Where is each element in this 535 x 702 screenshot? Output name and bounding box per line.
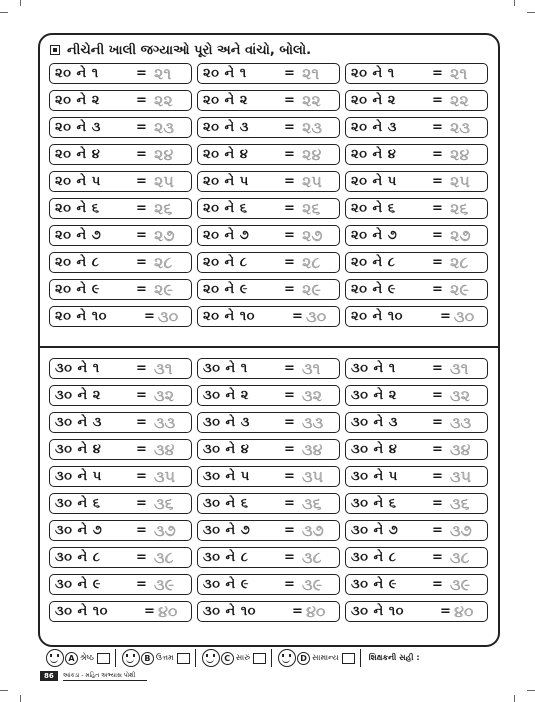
exercise-expression: ૨૦ ને ૧: [203, 66, 247, 81]
equals-sign: =: [432, 415, 443, 430]
exercise-expression: ૨૦ ને ૧: [55, 66, 99, 81]
exercise-expression: ૩૦ ને ૮: [55, 550, 101, 565]
exercise-cell: [197, 63, 340, 84]
exercise-cell: [345, 252, 488, 273]
exercise-expression: ૨૦ ને ૩: [55, 120, 101, 135]
equals-sign: =: [284, 442, 295, 457]
traced-answer[interactable]: ૩૮: [302, 547, 322, 567]
equals-sign: =: [432, 361, 443, 376]
exercise-expression: ૨૦ ને ૫: [351, 174, 397, 189]
traced-answer[interactable]: ૨૪: [302, 144, 322, 164]
traced-answer[interactable]: ૩૩: [154, 412, 176, 432]
exercise-cell: [345, 439, 488, 460]
exercise-cell: [345, 198, 488, 219]
traced-answer[interactable]: ૩૦: [306, 306, 327, 326]
traced-answer[interactable]: ૩૨: [450, 385, 471, 405]
traced-answer[interactable]: ૩૧: [154, 358, 173, 378]
exercise-expression: ૨૦ ને ૯: [351, 282, 396, 297]
exercise-expression: ૩૦ ને ૪: [55, 442, 102, 457]
equals-sign: =: [432, 120, 443, 135]
exercise-expression: ૩૦ ને ૮: [351, 550, 397, 565]
exercise-expression: ૨૦ ને ૭: [203, 228, 250, 243]
equals-sign: =: [432, 442, 443, 457]
exercise-expression: ૩૦ ને ૭: [351, 523, 399, 538]
traced-answer[interactable]: ૩૮: [154, 547, 174, 567]
exercise-expression: ૩૦ ને ૭: [203, 523, 251, 538]
exercise-expression: ૨૦ ને ૫: [203, 174, 249, 189]
exercise-cell: [345, 385, 488, 406]
exercise-expression: ૨૦ ને ૮: [55, 255, 100, 270]
exercise-expression: ૩૦ ને ૧: [203, 361, 248, 376]
traced-answer[interactable]: ૩૩: [450, 412, 472, 432]
exercise-expression: ૩૦ ને ૨: [351, 388, 397, 403]
exercise-expression: ૩૦ ને ૧૦: [351, 604, 404, 619]
grade-letter-c: C: [221, 652, 234, 665]
exercise-cell: [49, 466, 192, 487]
traced-answer[interactable]: ૨૧: [154, 63, 172, 83]
traced-answer[interactable]: ૨૩: [450, 117, 471, 137]
exercise-cell: [197, 252, 340, 273]
exercise-cell: [49, 520, 192, 541]
traced-answer[interactable]: ૩૮: [450, 547, 470, 567]
equals-sign: =: [284, 523, 295, 538]
exercise-expression: ૩૦ ને ૨: [203, 388, 249, 403]
equals-sign: =: [284, 174, 295, 189]
equals-sign: =: [284, 577, 295, 592]
equals-sign: =: [292, 604, 303, 619]
equals-sign: =: [432, 469, 443, 484]
exercise-cell: [345, 547, 488, 568]
exercise-cell: [49, 306, 192, 327]
exercise-cell: [345, 144, 488, 165]
traced-answer[interactable]: ૩૪: [302, 439, 323, 459]
equals-sign: =: [284, 469, 295, 484]
exercise-cell: [197, 385, 340, 406]
equals-sign: =: [284, 496, 295, 511]
exercise-expression: ૨૦ ને ૬: [203, 201, 248, 216]
exercise-cell: [345, 171, 488, 192]
exercise-cell: [197, 601, 340, 622]
traced-answer[interactable]: ૩૨: [154, 385, 175, 405]
equals-sign: =: [136, 120, 147, 135]
traced-answer[interactable]: ૨૫: [154, 171, 174, 191]
crop-mark: [0, 12, 8, 13]
equals-sign: =: [440, 604, 451, 619]
grade-letter-b: B: [141, 652, 154, 665]
exercise-cell: [197, 547, 340, 568]
traced-answer[interactable]: ૨૩: [302, 117, 323, 137]
exercise-expression: ૨૦ ને ૬: [55, 201, 100, 216]
exercise-cell: [197, 171, 340, 192]
footer-separator: [195, 649, 196, 667]
equals-sign: =: [136, 550, 147, 565]
traced-answer[interactable]: ૩૭: [154, 520, 176, 540]
exercise-expression: ૨૦ ને ૪: [351, 147, 397, 162]
exercise-expression: ૩૦ ને ૮: [203, 550, 249, 565]
exercise-cell: [197, 306, 340, 327]
exercise-cell: [197, 439, 340, 460]
equals-sign: =: [136, 228, 147, 243]
equals-sign: =: [136, 469, 147, 484]
exercise-expression: ૩૦ ને ૩: [203, 415, 250, 430]
smiley-face-icon: [122, 649, 140, 667]
exercise-expression: ૨૦ ને ૧૦: [203, 309, 255, 324]
exercise-expression: ૩૦ ને ૬: [55, 496, 101, 511]
equals-sign: =: [432, 523, 443, 538]
equals-sign: =: [432, 174, 443, 189]
traced-answer[interactable]: ૨૭: [450, 225, 471, 245]
exercise-expression: ૨૦ ને ૩: [351, 120, 397, 135]
equals-sign: =: [432, 282, 443, 297]
exercise-expression: ૩૦ ને ૫: [203, 469, 250, 484]
exercise-cell: [345, 601, 488, 622]
equals-sign: =: [284, 147, 295, 162]
equals-sign: =: [136, 577, 147, 592]
exercise-cell: [197, 466, 340, 487]
equals-sign: =: [284, 361, 295, 376]
exercise-expression: ૨૦ ને ૮: [203, 255, 248, 270]
traced-answer[interactable]: ૨૩: [154, 117, 175, 137]
traced-answer[interactable]: ૨૨: [154, 90, 173, 110]
traced-answer[interactable]: ૨૯: [302, 279, 321, 299]
exercise-cell: [49, 90, 192, 111]
exercise-expression: ૩૦ ને ૧૦: [203, 604, 256, 619]
exercise-cell: [197, 144, 340, 165]
grade-letter-a: A: [65, 652, 78, 665]
grading-footer: [40, 647, 500, 669]
equals-sign: =: [284, 255, 295, 270]
traced-answer[interactable]: ૪૦: [158, 601, 178, 621]
exercise-cell: [197, 90, 340, 111]
equals-sign: =: [284, 201, 295, 216]
footer-separator: [115, 649, 116, 667]
equals-sign: =: [136, 66, 147, 81]
traced-answer[interactable]: ૩૧: [302, 358, 321, 378]
exercise-expression: ૩૦ ને ૫: [351, 469, 398, 484]
equals-sign: =: [136, 442, 147, 457]
instruction-heading: [50, 40, 311, 60]
exercise-cell: [345, 520, 488, 541]
exercise-expression: ૩૦ ને ૭: [55, 523, 103, 538]
traced-answer[interactable]: ૩૦: [158, 306, 179, 326]
exercise-expression: ૩૦ ને ૯: [203, 577, 249, 592]
traced-answer[interactable]: ૨૮: [154, 252, 173, 272]
equals-sign: =: [136, 496, 147, 511]
traced-answer[interactable]: ૨૬: [154, 198, 173, 218]
traced-answer[interactable]: ૩૫: [302, 466, 324, 486]
exercise-cell: [197, 574, 340, 595]
exercise-cell: [345, 306, 488, 327]
traced-answer[interactable]: ૩૧: [450, 358, 469, 378]
exercise-expression: ૨૦ ને ૭: [351, 228, 398, 243]
grade-label-a: શ્રેષ્ઠ: [80, 653, 94, 662]
exercise-cell: [197, 198, 340, 219]
equals-sign: =: [284, 415, 295, 430]
equals-sign: =: [432, 388, 443, 403]
traced-answer[interactable]: ૨૯: [450, 279, 469, 299]
equals-sign: =: [284, 66, 295, 81]
traced-answer[interactable]: ૩૯: [302, 574, 323, 594]
exercise-expression: ૩૦ ને ૯: [351, 577, 397, 592]
equals-sign: =: [432, 496, 443, 511]
grade-checkbox-b[interactable]: [177, 653, 190, 664]
equals-sign: =: [284, 550, 295, 565]
book-title: આંકડા - મહિત અભ્યાસ પોથી: [63, 672, 148, 681]
traced-answer[interactable]: ૨૨: [302, 90, 321, 110]
traced-answer[interactable]: ૩૬: [450, 493, 470, 513]
exercise-expression: ૨૦ ને ૩: [203, 120, 249, 135]
exercise-expression: ૩૦ ને ૧: [55, 361, 100, 376]
exercise-cell: [49, 601, 192, 622]
exercise-cell: [345, 574, 488, 595]
exercise-expression: ૨૦ ને ૪: [203, 147, 249, 162]
exercise-cell: [49, 198, 192, 219]
exercise-cell: [49, 117, 192, 138]
equals-sign: =: [136, 147, 147, 162]
traced-answer[interactable]: ૨૬: [450, 198, 469, 218]
square-bullet-icon: [50, 45, 60, 55]
grade-checkbox-c[interactable]: [253, 653, 266, 664]
exercise-expression: ૨૦ ને ૯: [203, 282, 248, 297]
equals-sign: =: [136, 174, 147, 189]
exercise-cell: [345, 279, 488, 300]
equals-sign: =: [144, 604, 155, 619]
exercise-grid-twenties: [49, 63, 488, 327]
equals-sign: =: [292, 309, 303, 324]
traced-answer[interactable]: ૨૫: [302, 171, 322, 191]
traced-answer[interactable]: ૨૪: [154, 144, 174, 164]
page-number: 86: [40, 671, 58, 681]
exercise-cell: [345, 90, 488, 111]
equals-sign: =: [432, 228, 443, 243]
exercise-cell: [345, 117, 488, 138]
exercise-expression: ૩૦ ને ૨: [55, 388, 101, 403]
traced-answer[interactable]: ૩૨: [302, 385, 323, 405]
traced-answer[interactable]: ૨૯: [154, 279, 173, 299]
equals-sign: =: [144, 309, 155, 324]
equals-sign: =: [136, 93, 147, 108]
equals-sign: =: [432, 147, 443, 162]
traced-answer[interactable]: ૨૫: [450, 171, 470, 191]
exercise-cell: [345, 358, 488, 379]
traced-answer[interactable]: ૨૧: [450, 63, 468, 83]
exercise-expression: ૩૦ ને ૬: [203, 496, 249, 511]
exercise-expression: ૨૦ ને ૬: [351, 201, 396, 216]
crop-mark: [0, 690, 8, 691]
grade-letter-d: D: [297, 652, 310, 665]
crop-mark: [527, 690, 535, 691]
equals-sign: =: [432, 255, 443, 270]
exercise-cell: [49, 171, 192, 192]
equals-sign: =: [136, 201, 147, 216]
traced-answer[interactable]: ૨૪: [450, 144, 470, 164]
equals-sign: =: [284, 388, 295, 403]
exercise-expression: ૨૦ ને ૨: [203, 93, 248, 108]
exercise-cell: [197, 279, 340, 300]
footer-separator: [271, 649, 272, 667]
equals-sign: =: [136, 282, 147, 297]
exercise-cell: [49, 358, 192, 379]
exercise-cell: [49, 493, 192, 514]
exercise-cell: [197, 225, 340, 246]
exercise-cell: [49, 63, 192, 84]
exercise-cell: [345, 225, 488, 246]
traced-answer[interactable]: ૩૫: [154, 466, 176, 486]
exercise-grid-thirties: [49, 358, 488, 622]
exercise-expression: ૩૦ ને ૩: [351, 415, 398, 430]
equals-sign: =: [432, 66, 443, 81]
crop-mark: [527, 12, 535, 13]
smiley-face-icon: [46, 649, 64, 667]
exercise-expression: ૩૦ ને ૧૦: [55, 604, 108, 619]
grade-checkbox-d[interactable]: [342, 653, 355, 664]
smiley-face-icon: [278, 649, 296, 667]
traced-answer[interactable]: ૨૨: [450, 90, 469, 110]
exercise-cell: [197, 520, 340, 541]
exercise-expression: ૨૦ ને ૧: [351, 66, 395, 81]
traced-answer[interactable]: ૩૯: [450, 574, 471, 594]
exercise-expression: ૨૦ ને ૭: [55, 228, 102, 243]
traced-answer[interactable]: ૨૬: [302, 198, 321, 218]
equals-sign: =: [284, 120, 295, 135]
crop-mark: [20, 0, 21, 6]
page-info: [40, 670, 147, 682]
equals-sign: =: [432, 201, 443, 216]
exercise-expression: ૨૦ ને ૫: [55, 174, 101, 189]
instruction-text: નીચેની ખાલી જગ્યાઓ પૂરો અને વાંચો, બોલો.: [67, 42, 312, 58]
exercise-expression: ૩૦ ને ૧: [351, 361, 396, 376]
exercise-cell: [49, 547, 192, 568]
equals-sign: =: [136, 523, 147, 538]
grade-label-c: સારું: [235, 653, 251, 662]
exercise-expression: ૩૦ ને ૪: [351, 442, 398, 457]
traced-answer[interactable]: ૨૮: [302, 252, 321, 272]
traced-answer[interactable]: ૩૬: [302, 493, 322, 513]
traced-answer[interactable]: ૩૩: [302, 412, 324, 432]
equals-sign: =: [432, 93, 443, 108]
traced-answer[interactable]: ૨૧: [302, 63, 320, 83]
exercise-cell: [197, 412, 340, 433]
traced-answer[interactable]: ૨૮: [450, 252, 469, 272]
exercise-cell: [49, 574, 192, 595]
exercise-cell: [197, 358, 340, 379]
exercise-cell: [49, 412, 192, 433]
exercise-expression: ૨૦ ને ૮: [351, 255, 396, 270]
exercise-expression: ૨૦ ને ૧૦: [55, 309, 107, 324]
teacher-signature-label: શિક્ષકની સહી :: [368, 653, 420, 662]
traced-answer[interactable]: ૩૬: [154, 493, 174, 513]
equals-sign: =: [284, 93, 295, 108]
exercise-cell: [197, 493, 340, 514]
traced-answer[interactable]: ૩૯: [154, 574, 175, 594]
traced-answer[interactable]: ૩૭: [302, 520, 324, 540]
equals-sign: =: [136, 361, 147, 376]
grade-label-d: સામાન્ય: [312, 653, 339, 662]
crop-mark: [20, 695, 21, 702]
traced-answer[interactable]: ૪૦: [306, 601, 326, 621]
traced-answer[interactable]: ૩૭: [450, 520, 472, 540]
exercise-cell: [49, 439, 192, 460]
exercise-expression: ૨૦ ને ૨: [351, 93, 396, 108]
traced-answer[interactable]: ૩૪: [450, 439, 471, 459]
equals-sign: =: [284, 228, 295, 243]
exercise-expression: ૩૦ ને ૬: [351, 496, 397, 511]
exercise-expression: ૩૦ ને ૪: [203, 442, 250, 457]
equals-sign: =: [284, 282, 295, 297]
exercise-cell: [49, 385, 192, 406]
exercise-cell: [49, 279, 192, 300]
traced-answer[interactable]: ૨૭: [154, 225, 175, 245]
exercise-expression: ૩૦ ને ૯: [55, 577, 101, 592]
exercise-cell: [345, 493, 488, 514]
smiley-face-icon: [202, 649, 220, 667]
exercise-expression: ૩૦ ને ૩: [55, 415, 102, 430]
exercise-expression: ૨૦ ને ૧૦: [351, 309, 403, 324]
exercise-cell: [345, 412, 488, 433]
traced-answer[interactable]: ૨૭: [302, 225, 323, 245]
exercise-expression: ૩૦ ને ૫: [55, 469, 102, 484]
exercise-cell: [49, 252, 192, 273]
exercise-expression: ૨૦ ને ૨: [55, 93, 100, 108]
grade-checkbox-a[interactable]: [97, 653, 110, 664]
exercise-cell: [49, 144, 192, 165]
exercise-cell: [345, 466, 488, 487]
grade-label-b: ઉત્તમ: [155, 653, 174, 662]
traced-answer[interactable]: ૪૦: [454, 601, 474, 621]
traced-answer[interactable]: ૩૫: [450, 466, 472, 486]
equals-sign: =: [432, 550, 443, 565]
footer-separator: [360, 649, 361, 667]
exercise-expression: ૨૦ ને ૪: [55, 147, 101, 162]
equals-sign: =: [440, 309, 451, 324]
section-divider: [40, 346, 498, 348]
equals-sign: =: [136, 255, 147, 270]
exercise-cell: [345, 63, 488, 84]
equals-sign: =: [136, 388, 147, 403]
exercise-cell: [49, 225, 192, 246]
equals-sign: =: [432, 577, 443, 592]
crop-mark: [514, 0, 515, 6]
traced-answer[interactable]: ૩૪: [154, 439, 175, 459]
exercise-expression: ૨૦ ને ૯: [55, 282, 100, 297]
exercise-cell: [197, 117, 340, 138]
crop-mark: [514, 695, 515, 702]
traced-answer[interactable]: ૩૦: [454, 306, 475, 326]
equals-sign: =: [136, 415, 147, 430]
